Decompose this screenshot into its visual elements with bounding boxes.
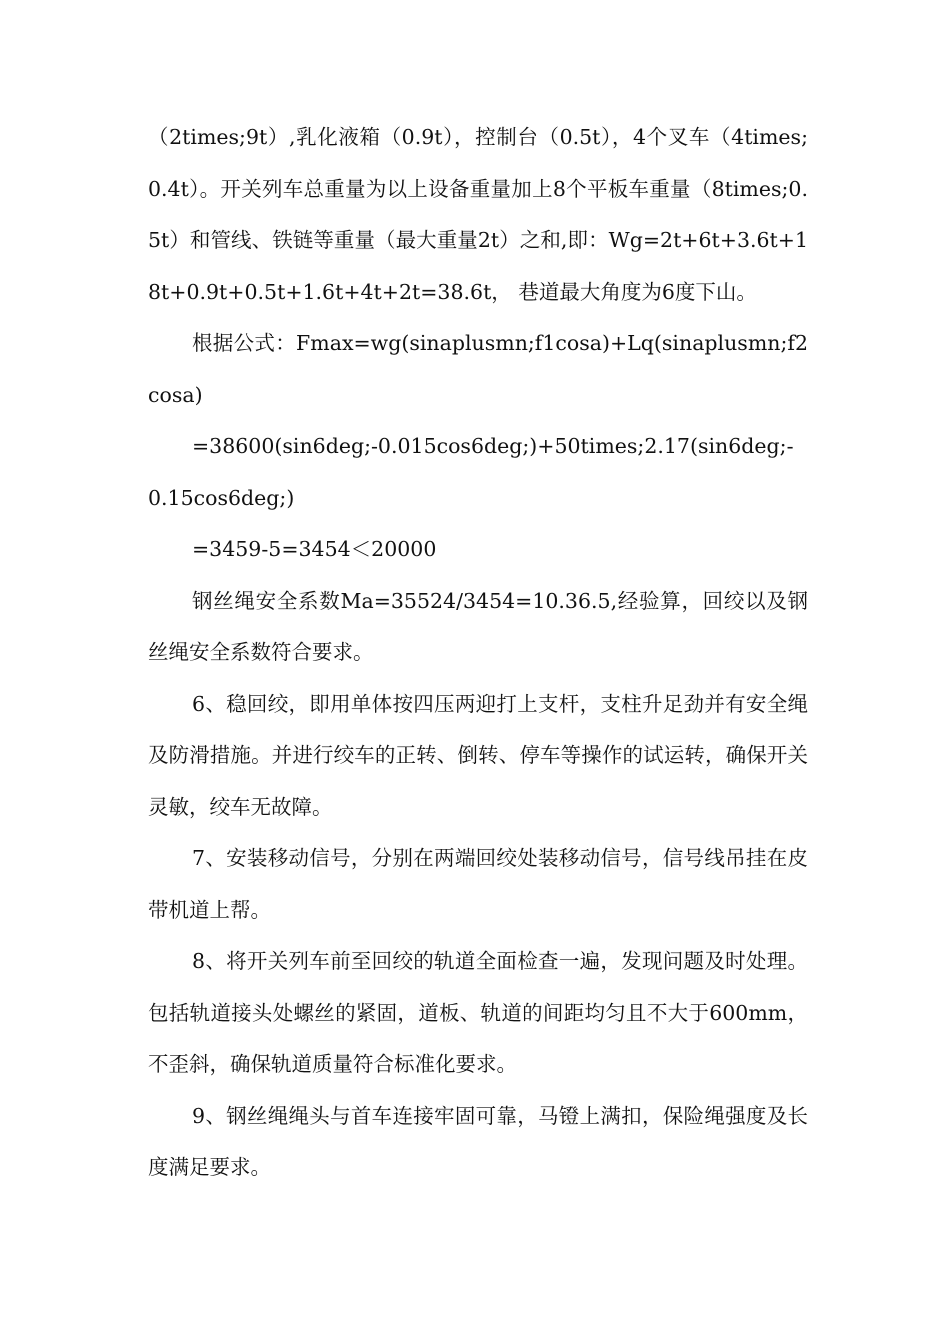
- paragraph-step-8: 8、将开关列车前至回绞的轨道全面检查一遍，发现问题及时处理。包括轨道接头处螺丝的紧固，道板、轨道的间距均匀且不大于600mm，不歪斜，确保轨道质量符合标准化要求。: [148, 949, 808, 1076]
- paragraph-formula-substitution: =38600(sin6deg;-0.015cos6deg;)+50times;2.17(sin6deg;-0.15cos6deg;): [148, 434, 794, 510]
- paragraph-formula: 根据公式：Fmax=wg(sinaplusmn;f1cosa)+Lq(sinaplusmn;f2cosa): [148, 331, 808, 407]
- paragraph-step-7: 7、安装移动信号，分别在两端回绞处装移动信号，信号线吊挂在皮带机道上帮。: [148, 846, 808, 922]
- paragraph-step-9: 9、钢丝绳绳头与首车连接牢固可靠，马镫上满扣，保险绳强度及长度满足要求。: [148, 1103, 808, 1179]
- paragraph-formula-result: =3459-5=3454＜20000: [192, 537, 437, 561]
- paragraph-weight-calc: （2times;9t）,乳化液箱（0.9t），控制台（0.5t），4个叉车（4times;0.4t）。开关列车总重量为以上设备重量加上8个平板车重量（8times;0.5t）和管线、铁链等重量（最大重量2t）之和,即：Wg=2t+6t+3.6t+18t+0.9t+0.5t+1.6t+4t+2t=38.6t， 巷道最大角度为6度下山。: [148, 125, 808, 304]
- paragraph-safety-factor: 钢丝绳安全系数Ma=35524/3454=10.36.5,经验算，回绞以及钢丝绳安全系数符合要求。: [148, 588, 808, 664]
- document-page: [148, 112, 808, 1194]
- paragraph-step-6: 6、稳回绞，即用单体按四压两迎打上支杆，支柱升足劲并有安全绳及防滑措施。并进行绞车的正转、倒转、停车等操作的试运转，确保开关灵敏，绞车无故障。: [148, 691, 808, 819]
